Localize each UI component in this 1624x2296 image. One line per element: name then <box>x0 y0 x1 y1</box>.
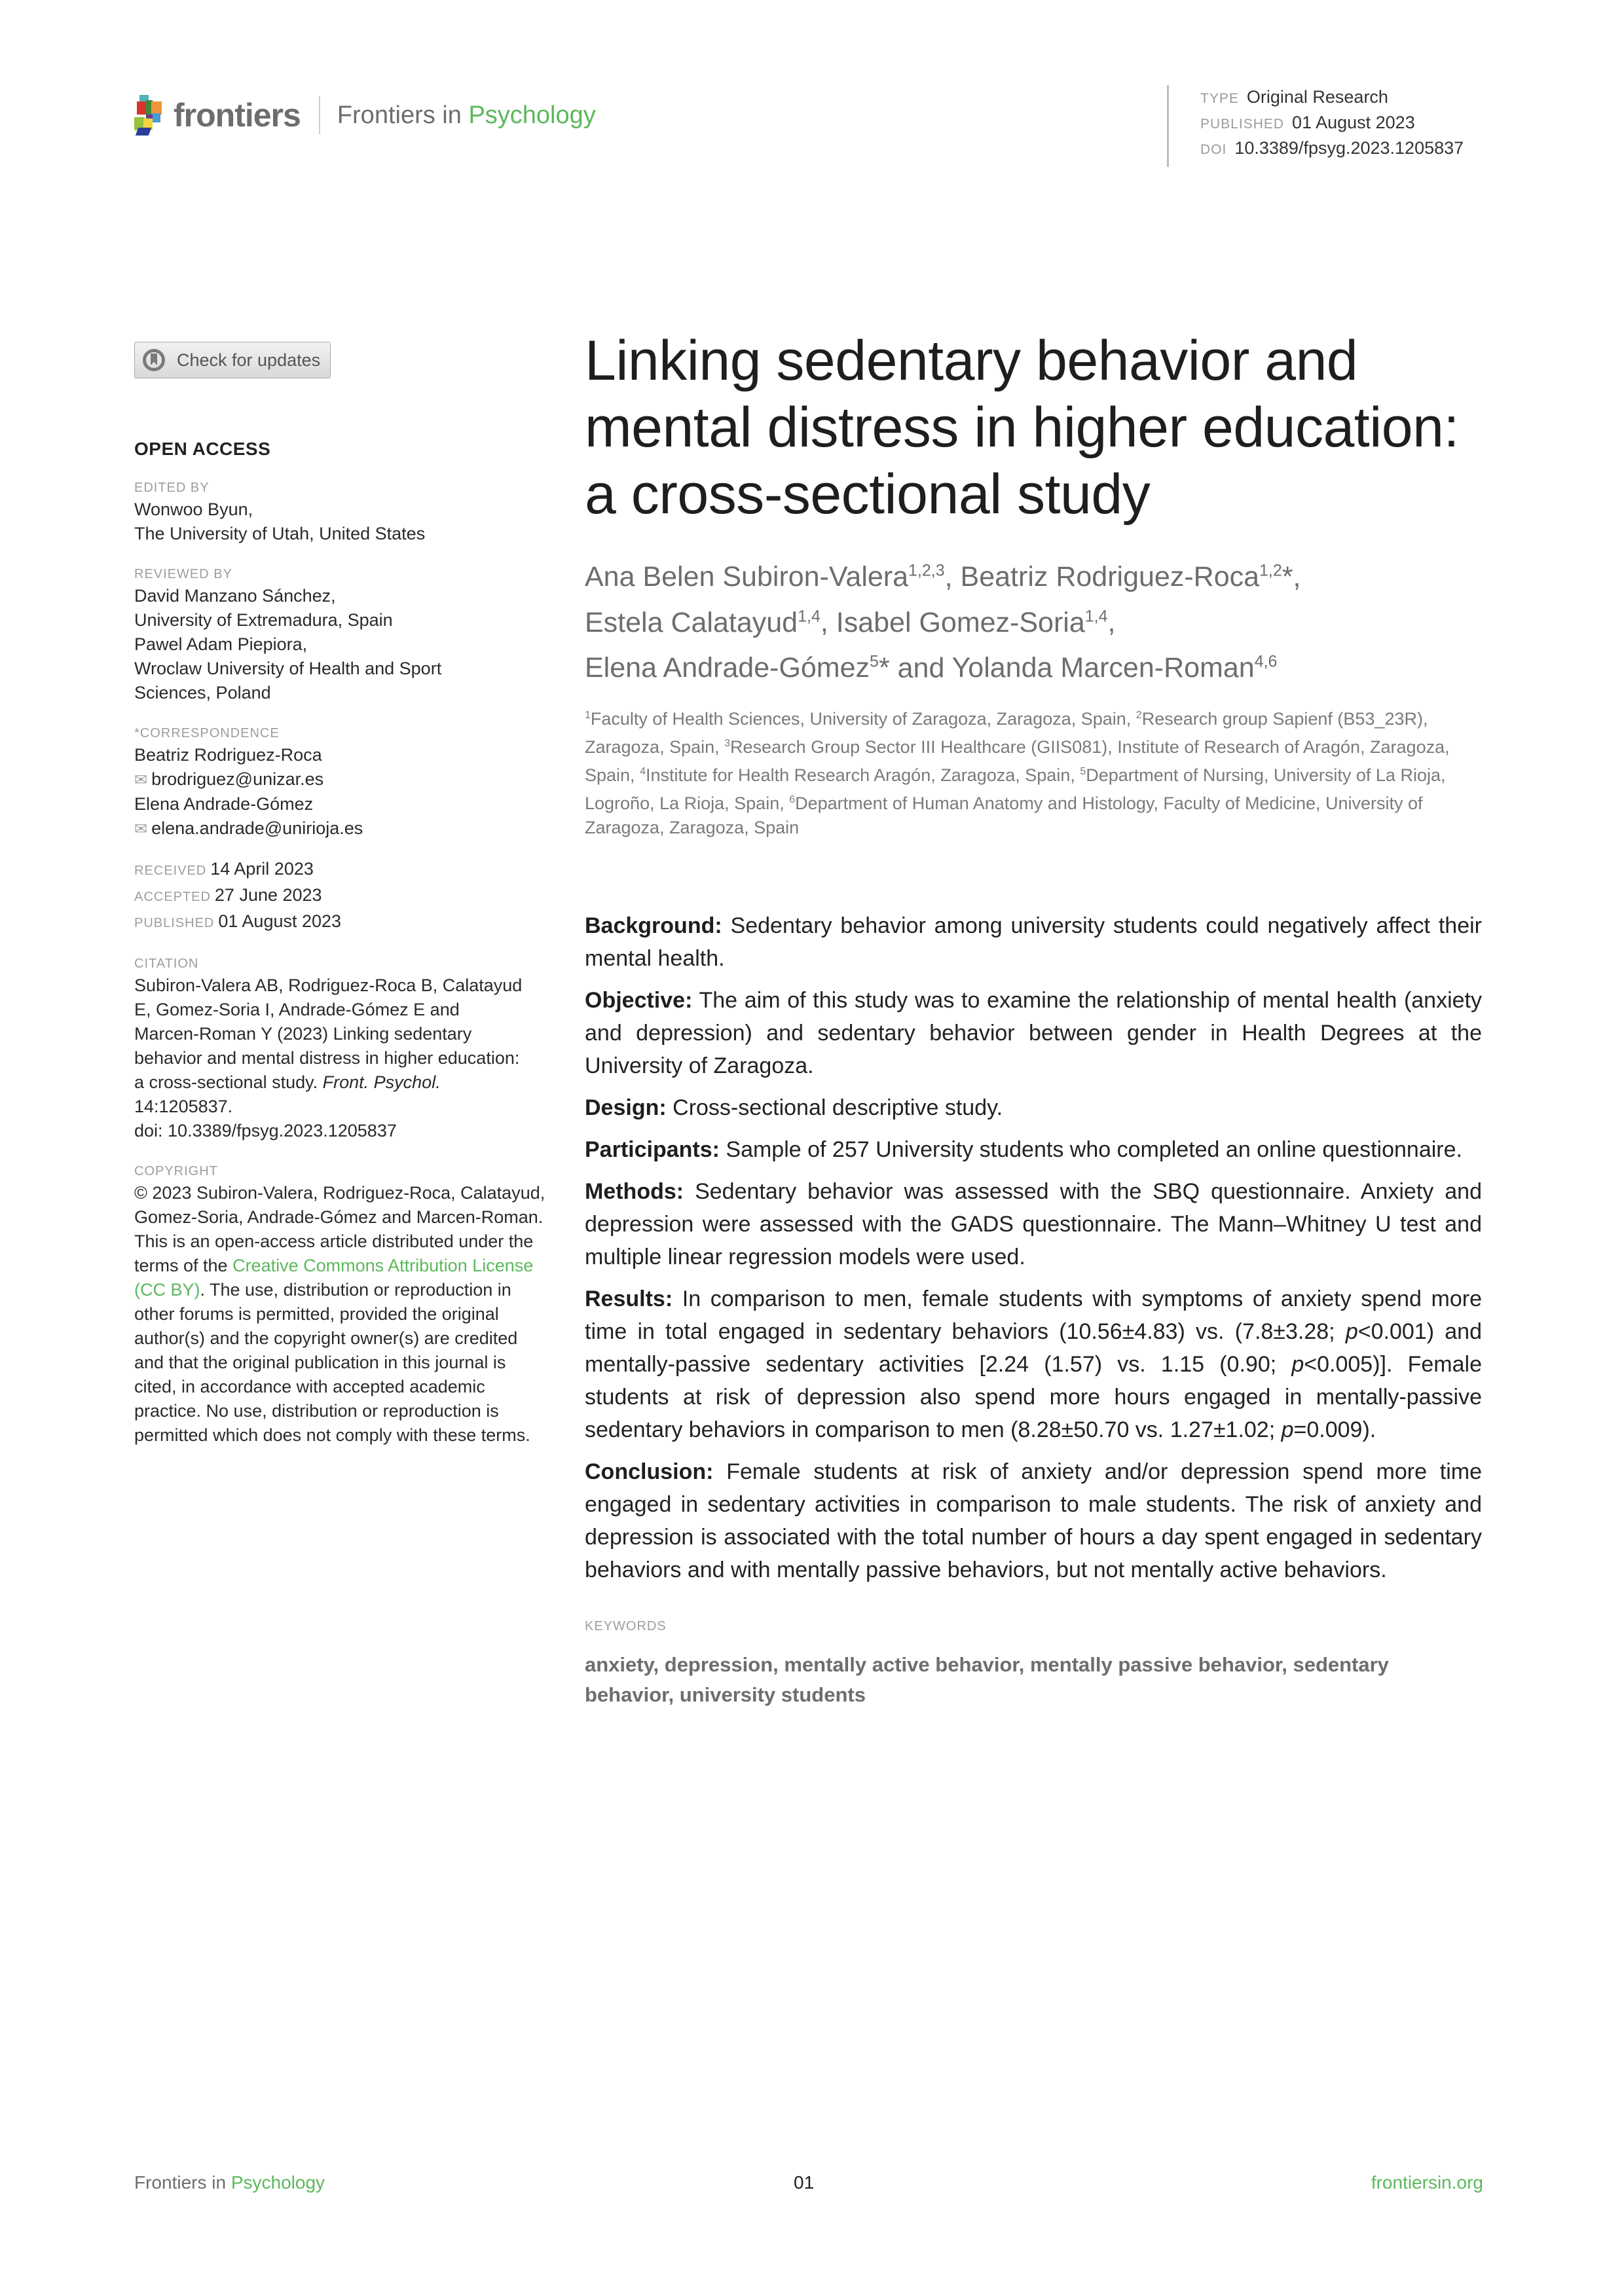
sidebar <box>134 342 553 1448</box>
citation: Subiron-Valera AB, Rodriguez-Roca B, Calatayud E, Gomez-Soria I, Andrade-Gómez E and Marcen-Roman Y (2023) Linking sedentary behavior and mental distress in higher education: a cross-sectional study. Front. Psychol. 14:1205837. doi: 10.3389/fpsyg.2023.1205837 <box>134 975 523 1140</box>
open-access-label: OPEN ACCESS <box>134 439 271 459</box>
abstract <box>585 909 1482 1586</box>
correspondence-name: Beatriz Rodriguez-Roca <box>134 745 322 765</box>
editor: Wonwoo Byun, The University of Utah, United States <box>134 500 426 543</box>
reviewers: David Manzano Sánchez, University of Extremadura, Spain Pawel Adam Piepiora, Wroclaw University of Health and Sport Sciences, Poland <box>134 586 442 702</box>
author[interactable]: Elena Andrade-Gómez$^5$* <box>585 651 890 683</box>
cc-by-license-link[interactable]: Creative Commons Attribution License (CC BY) <box>134 1256 534 1300</box>
envelope-icon: ✉ <box>134 820 148 838</box>
envelope-icon: ✉ <box>134 771 148 789</box>
main-column <box>585 327 1482 1710</box>
reviewed-by-label: REVIEWED BY <box>134 567 232 581</box>
author[interactable]: Yolanda Marcen-Roman$^{4,6}$ <box>951 651 1278 683</box>
abstract-background: Background: Sedentary behavior among university students could negatively affect their mental health. <box>585 913 1482 971</box>
edited-by-label: EDITED BY <box>134 481 210 495</box>
email-link[interactable]: ✉ brodriguez@unizar.es <box>134 769 324 789</box>
frontiers-logo[interactable] <box>134 95 596 136</box>
email-link[interactable]: ✉ elena.andrade@unirioja.es <box>134 818 363 838</box>
correspondence-name: Elena Andrade-Gómez <box>134 794 314 814</box>
article-meta <box>1167 85 1464 167</box>
correspondence <box>134 743 553 841</box>
frontiers-logo-icon <box>134 95 167 136</box>
citation-label: CITATION <box>134 957 199 971</box>
logo-divider <box>319 96 320 134</box>
journal-name: Frontiers in Psychology <box>337 101 596 129</box>
abstract-participants: Participants: Sample of 257 University students who completed an online questionnaire. <box>585 1137 1462 1162</box>
author-list: Ana Belen Subiron-Valera$^{1,2,3}$, Beatriz Rodriguez-Roca$^{1,2}$*, Estela Calatayud$^{1,4}$, Isabel Gomez-Soria$^{1,4}$, Elena Andrade-Gómez$^5$* and Yolanda Marcen-Roman$^{4,6}$ <box>585 561 1301 683</box>
abstract-results: Results: In comparison to men, female students with symptoms of anxiety spend more time in total engaged in sedentary behaviors (10.56±4.83) vs. (7.8±3.28; p<0.001) and mentally-passive sedentary activities [2.24 (1.57) vs. 1.15 (0.90; p<0.005)]. Female students at risk of depression also spend more hours engaged in mentally-passive sedentary behaviors in comparison to men (8.28±50.70 vs. 1.27±1.02; p=0.009). <box>585 1286 1482 1442</box>
frontiers-wordmark: frontiers <box>174 97 301 134</box>
keywords: anxiety, depression, mentally active behavior, mentally passive behavior, sedentary behavior, university students <box>585 1652 1389 1706</box>
page-number: 01 <box>794 2172 815 2193</box>
author[interactable]: Estela Calatayud$^{1,4}$ <box>585 606 821 638</box>
correspondence-label: *CORRESPONDENCE <box>134 726 280 740</box>
citation-doi[interactable]: doi: 10.3389/fpsyg.2023.1205837 <box>134 1121 397 1140</box>
footer-journal: Frontiers in Psychology <box>134 2172 325 2193</box>
article-type: TYPE Original Research <box>1200 87 1388 107</box>
check-for-updates-button[interactable]: Check for updates <box>134 342 331 378</box>
author[interactable]: Beatriz Rodriguez-Roca$^{1,2}$* <box>960 561 1293 593</box>
article-title: Linking sedentary behavior and mental distress in higher education: a cross-sectional study <box>585 329 1459 526</box>
abstract-conclusion: Conclusion: Female students at risk of anxiety and/or depression spend more time engaged in sedentary activities in comparison to male students. The risk of anxiety and depression is associated with the total number of hours a day spent engaged in sedentary behaviors and with mentally passive behaviors, but not mentally active behaviors. <box>585 1459 1482 1582</box>
dates: RECEIVED 14 April 2023 ACCEPTED 27 June 2023 PUBLISHED 01 August 2023 <box>134 859 342 931</box>
abstract-objective: Objective: The aim of this study was to examine the relationship of mental health (anxiety and depression) and sedentary behavior between gender in Health Degrees at the University of Zaragoza. <box>585 987 1482 1078</box>
author[interactable]: Isabel Gomez-Soria$^{1,4}$ <box>836 606 1108 638</box>
crossmark-icon <box>143 349 165 371</box>
article-published: PUBLISHED 01 August 2023 <box>1200 113 1415 132</box>
abstract-design: Design: Cross-sectional descriptive study. <box>585 1095 1003 1120</box>
keywords-label: KEYWORDS <box>585 1618 667 1633</box>
article-doi: DOI 10.3389/fpsyg.2023.1205837 <box>1200 138 1464 158</box>
author[interactable]: Ana Belen Subiron-Valera$^{1,2,3}$ <box>585 561 945 593</box>
abstract-methods: Methods: Sedentary behavior was assessed with the SBQ questionnaire. Anxiety and depression were assessed with the GADS questionnaire. The Mann–Whitney U test and multiple linear regression models were used. <box>585 1178 1482 1269</box>
footer-site-link[interactable]: frontiersin.org <box>1371 2172 1483 2193</box>
copyright-text: © 2023 Subiron-Valera, Rodriguez-Roca, Calatayud, Gomez-Soria, Andrade-Gómez and Marcen-Roman. This is an open-access article distributed under the terms of the Creative Commons Attribution License (CC BY). The use, distribution or reproduction in other forums is permitted, provided the original author(s) and the copyright owner(s) are credited and that the original publication in this journal is cited, in accordance with accepted academic practice. No use, distribution or reproduction is permitted which does not comply with these terms. <box>134 1183 545 1445</box>
copyright-label: COPYRIGHT <box>134 1164 218 1178</box>
affiliations: $^1$Faculty of Health Sciences, University of Zaragoza, Zaragoza, Spain, $^2$Research group Sapienf (B53_23R), Zaragoza, Spain, $^3$Research Group Sector III Healthcare (GIIS081), Institute of Research of Aragón, Zaragoza, Spain, $^4$Institute for Health Research Aragón, Zaragoza, Spain, $^5$Department of Nursing, University of La Rioja, Logroño, La Rioja, Spain, $^6$Department of Human Anatomy and Histology, Faculty of Medicine, University of Zaragoza, Zaragoza, Spain <box>585 708 1450 837</box>
